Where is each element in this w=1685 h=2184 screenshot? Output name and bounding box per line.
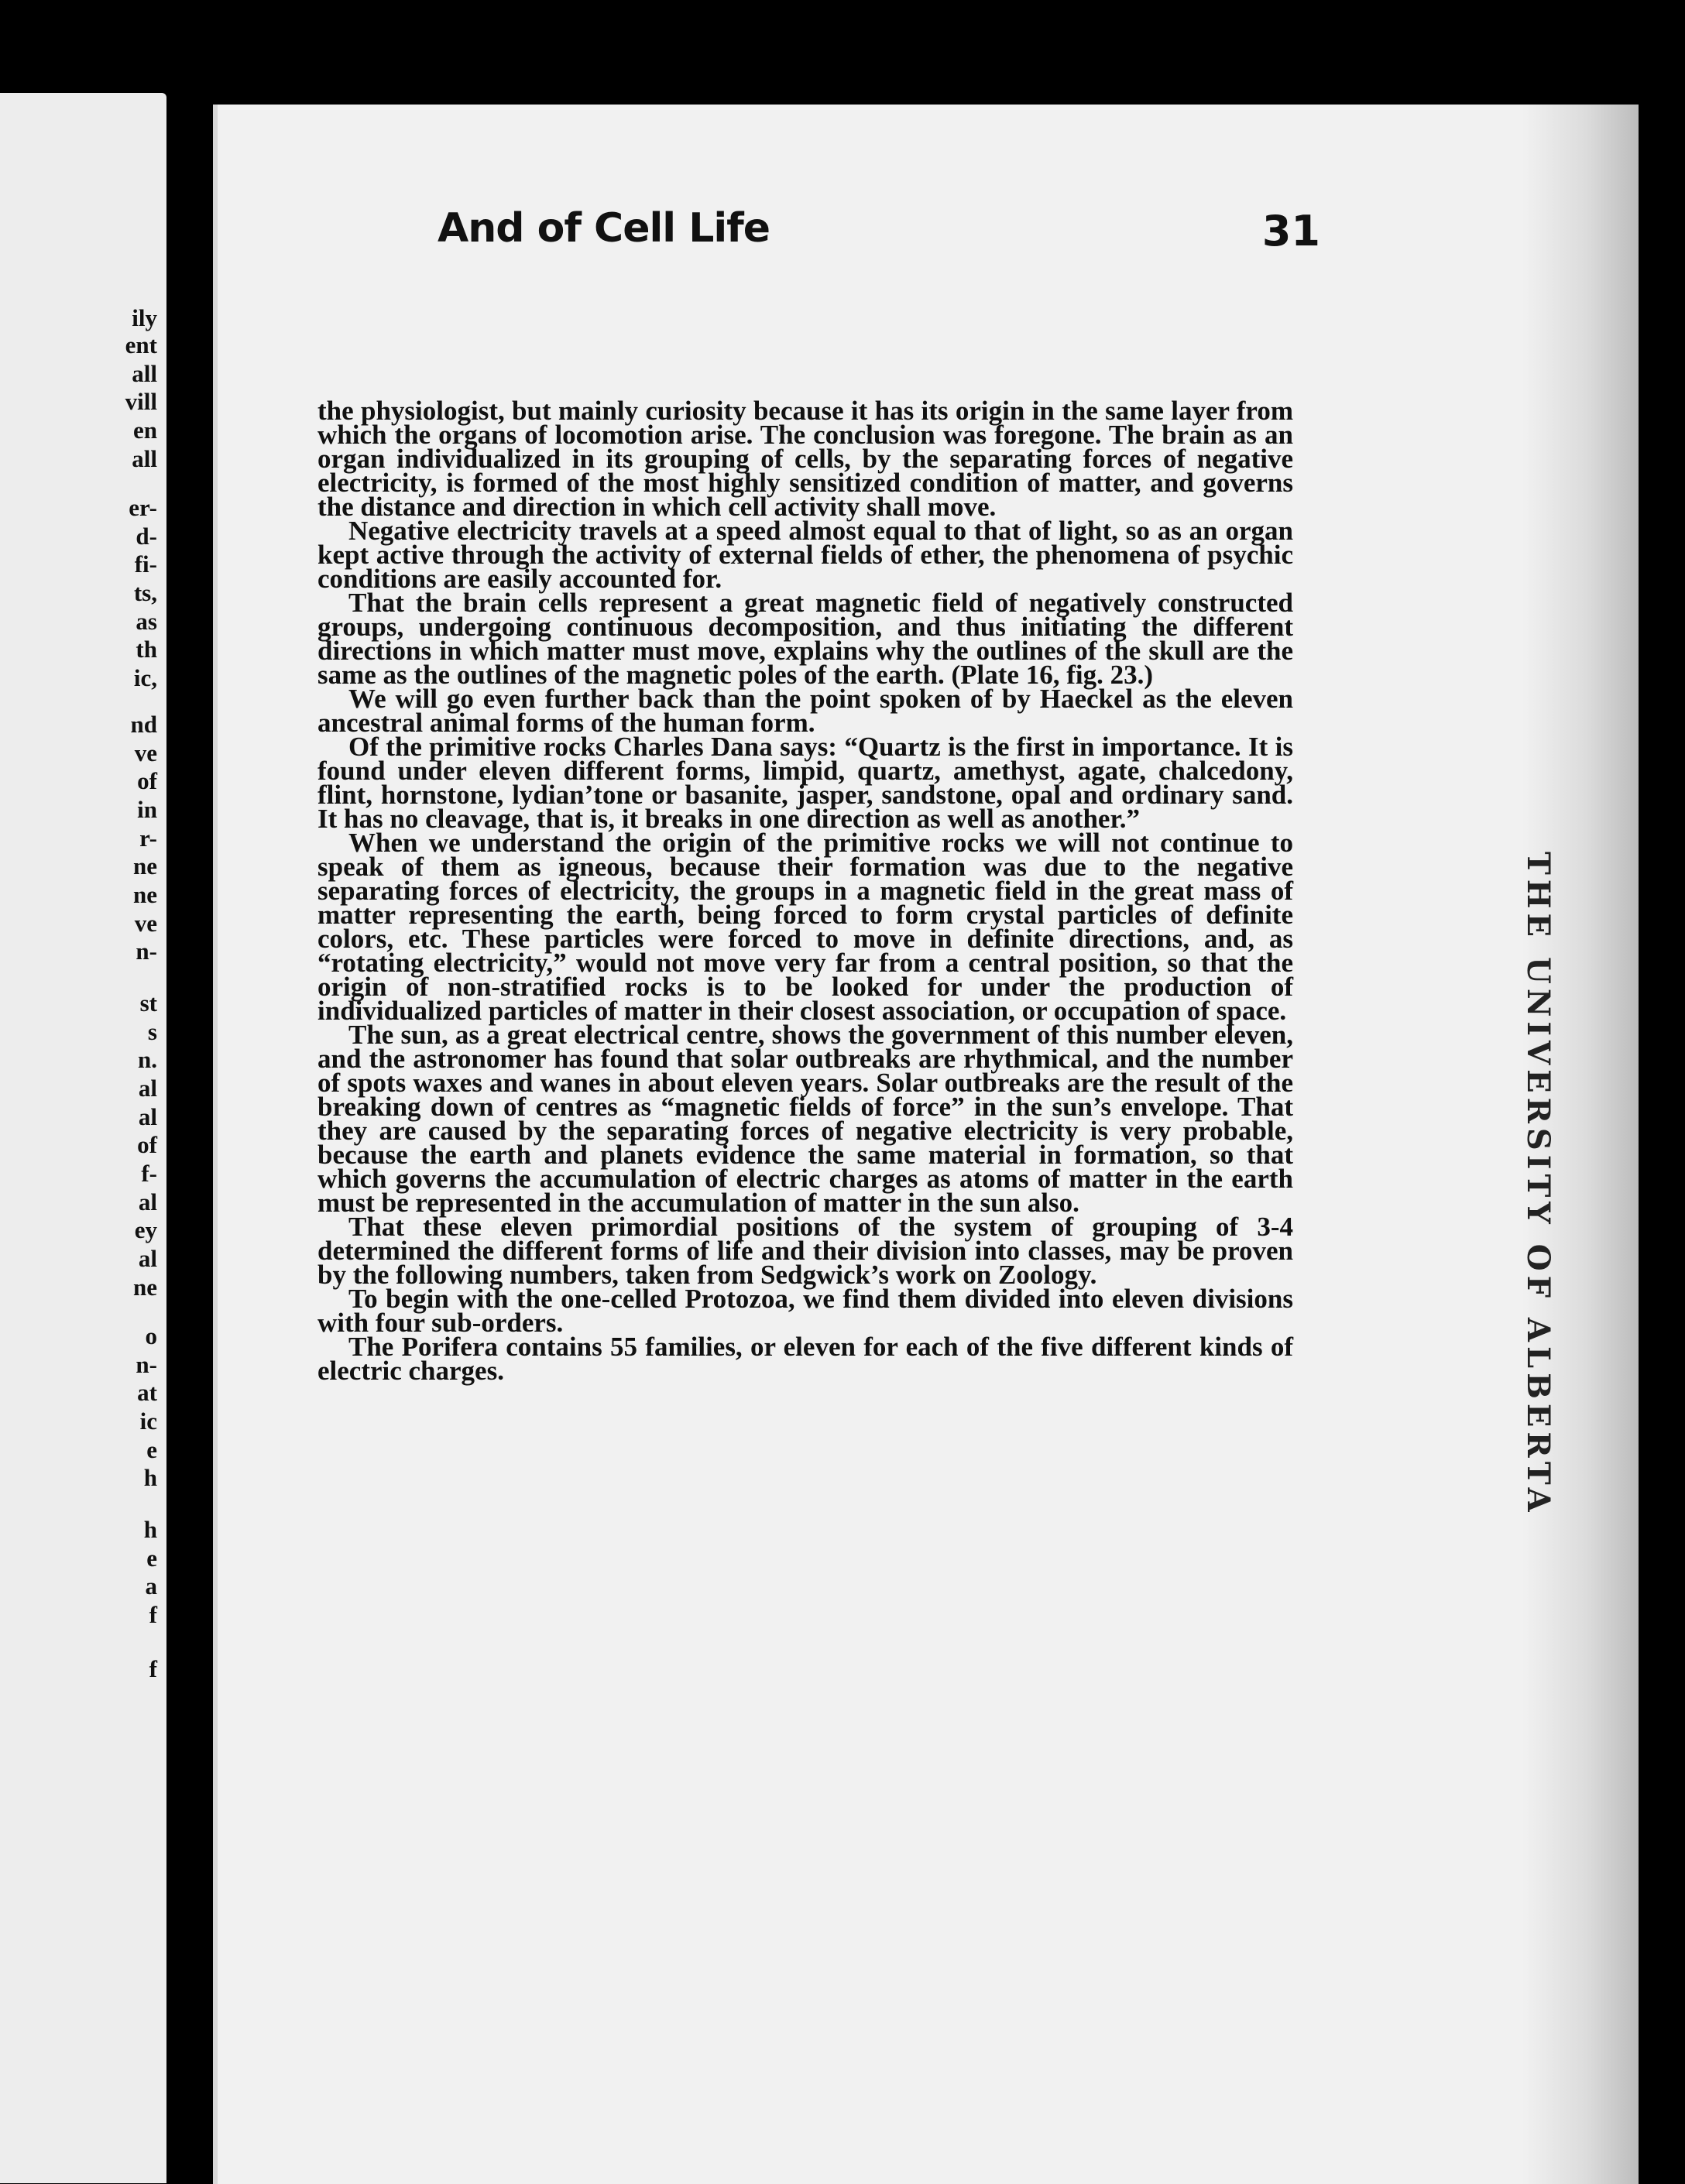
left-page-fragment: al [138,1245,157,1272]
left-page-fragment: fi- [134,550,157,578]
left-page-fragment: as [136,608,157,635]
left-page-fragment: s [147,1018,157,1045]
left-page-fragment: en [133,417,157,444]
left-page-fragment: ts, [133,579,157,606]
paragraph: That these eleven primordial positions of the system of grouping of 3-4 determined the different forms of life and their division into classes, may be proven by the following numbers, taken from Sedgwick’s work on Zoology. [317,1212,1293,1290]
left-page-fragment: e [146,1436,157,1463]
paragraph: Negative electricity travels at a speed almost equal to that of light, so as an organ kept active through the activity of external fields of ether, the phenomena of psychic conditions are easily accounted for. [317,516,1293,594]
running-title: And of Cell Life [438,205,770,252]
left-page-fragment: f [149,1601,157,1628]
left-page-fragment: n. [138,1046,157,1073]
left-page-fragment: vill [125,388,157,415]
left-page-fragment: ent [125,331,157,358]
left-page-fragment: ve [134,739,157,766]
paragraph: That the brain cells represent a great magnetic field of negatively constructed groups, undergoing continuous decomposition, and thus initiating the different directions in which matter must move, explains why the outlines of the skull are the same as the outlines of the magnetic poles of the earth. (Plate 16, fig. 23.) [317,588,1293,690]
left-page-fragment: n- [136,938,157,965]
paragraph: When we understand the origin of the primitive rocks we will not continue to speak of them as igneous, because their formation was due to the negative separating forces of electricity, the groups in a magnetic field in the great mass of matter representing the earth, being forced to form crystal particles of definite colors, etc. These particles were forced to move in definite directions, and, as “rotating electricity,” would not move very far from a central position, so that the origin of non-stratified rocks is to be looked for under the production of individualized particles of matter in their closest association, or occupation of space. [317,828,1293,1026]
paragraph: Of the primitive rocks Charles Dana says: “Quartz is the first in importance. It is found under eleven different forms, limpid, quartz, amethyst, agate, chalcedony, flint, hornstone, lydian’tone or basanite, jasper, sandstone, opal and ordinary sand. It has no cleavage, that is, it breaks in one direction as well as another.” [317,732,1293,834]
left-page-fragment: in [137,796,157,823]
paragraph: the physiologist, but mainly curiosity because it has its origin in the same layer from which the organs of locomotion arise. The conclusion was foregone. The brain as an organ individualized in its grouping of cells, by the separating forces of negative electricity, is formed of the most highly sensitized condition of matter, and governs the distance and direction in which cell activity shall move. [317,396,1293,522]
left-page-fragment: ne [133,852,157,879]
left-page-fragment: al [138,1103,157,1130]
left-page-fragment: h [143,1464,157,1491]
left-page-fragment: at [137,1379,157,1406]
left-page-fragment: al [138,1188,157,1215]
page-header [438,205,1320,267]
left-page-fragment: ic, [133,664,157,691]
left-page-fragment: th [136,636,157,663]
library-stamp-text: THE UNIVERSITY OF ALBERTA [1520,852,1556,1517]
paragraph: The Porifera contains 55 families, or eleven for each of the five different kinds of electric charges. [317,1332,1293,1386]
left-page-fragment: a [145,1572,157,1599]
left-page-fragment: o [145,1322,157,1349]
left-page-fragment: all [132,360,157,387]
left-page-fragment: al [138,1075,157,1102]
paragraph: We will go even further back than the point spoken of by Haeckel as the eleven ancestral animal forms of the human form. [317,684,1293,738]
left-page-fragment: st [139,989,157,1017]
left-page-edge [0,93,166,2183]
left-page-fragment: ic [139,1407,157,1435]
paragraph: The sun, as a great electrical centre, shows the government of this number eleven, and the astronomer has found that solar outbreaks are rhythmical, and the number of spots waxes and wanes in about eleven years. Solar outbreaks are the result of the breaking down of centres as “magnetic fields of force” in the sun’s envelope. That they are caused by the separating forces of negative electricity is very probable, because the earth and planets evidence the same material in formation, so that which governs the accumulation of electric charges as atoms of matter in the earth must be represented in the accumulation of matter in the sun also. [317,1020,1293,1218]
left-page-fragment: of [137,767,157,794]
left-page-fragment: of [137,1131,157,1158]
left-page-fragment: f- [141,1160,157,1187]
left-page-fragment: h [143,1516,157,1543]
left-page-fragment: ne [133,1274,157,1301]
left-page-fragment: r- [139,825,157,852]
library-stamp [1514,852,1560,1517]
left-page-fragment: n- [136,1351,157,1378]
left-page-fragment: e [146,1545,157,1572]
left-page-fragment: ne [133,881,157,908]
left-page-fragment: ve [134,910,157,937]
left-page-fragment: d- [136,523,157,550]
page-number: 31 [1261,207,1320,255]
left-page-fragment: ily [132,304,157,331]
left-page-fragment: all [132,445,157,472]
paragraph: To begin with the one-celled Protozoa, we find them divided into eleven divisions with four sub-orders. [317,1284,1293,1338]
body-text [317,396,1293,1386]
left-page-fragment: er- [129,494,157,521]
left-page-fragment: nd [130,711,157,738]
left-page-fragment: ey [134,1216,157,1243]
left-page-fragment: f [149,1655,157,1682]
